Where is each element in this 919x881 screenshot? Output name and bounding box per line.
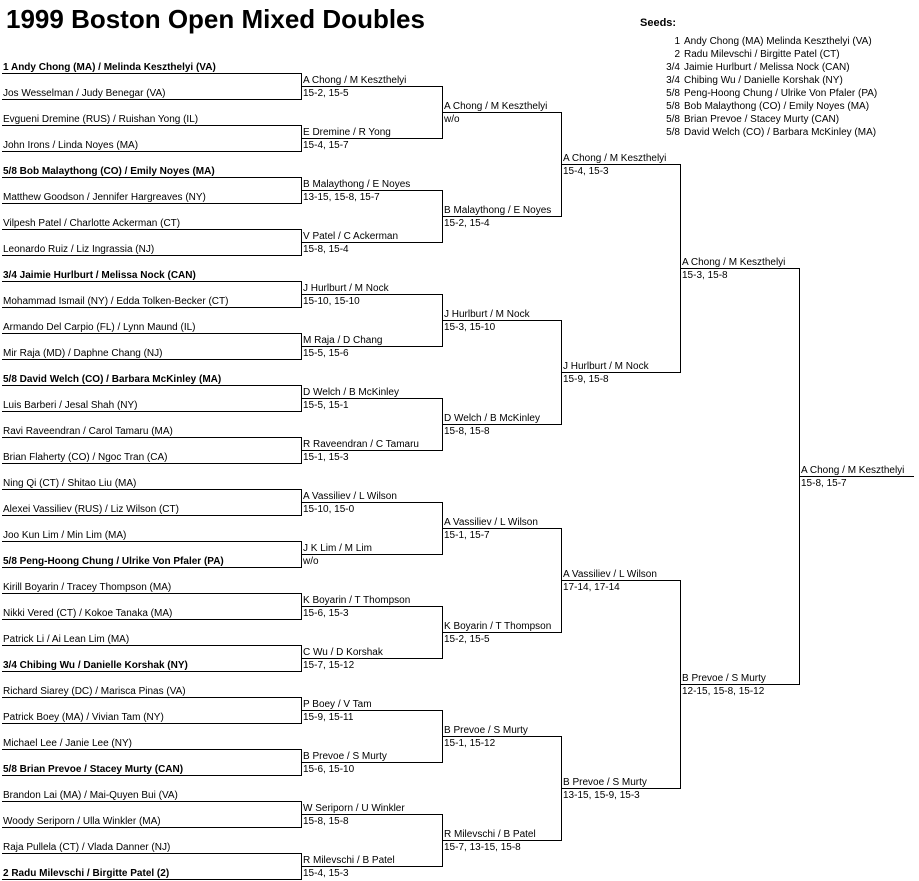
match-score: 15-8, 15-8 bbox=[444, 426, 490, 437]
match-score: 13-15, 15-8, 15-7 bbox=[303, 192, 380, 203]
bracket-line bbox=[2, 723, 301, 724]
bracket-line bbox=[2, 645, 301, 646]
match-winner: B Malaythong / E Noyes bbox=[444, 205, 552, 216]
seed-pair: Jaimie Hurlburt / Melissa Nock (CAN) bbox=[684, 62, 850, 73]
player-name: Brandon Lai (MA) / Mai-Quyen Bui (VA) bbox=[3, 790, 178, 801]
bracket-line bbox=[2, 73, 301, 74]
player-name: Nikki Vered (CT) / Kokoe Tanaka (MA) bbox=[3, 608, 173, 619]
match-score: w/o bbox=[444, 114, 460, 125]
player-name: Michael Lee / Janie Lee (NY) bbox=[3, 738, 132, 749]
player-name: Raja Pullela (CT) / Vlada Danner (NJ) bbox=[3, 842, 171, 853]
match-score: 15-3, 15-10 bbox=[444, 322, 496, 333]
bracket-line bbox=[2, 593, 301, 594]
match-score: 15-3, 15-8 bbox=[682, 270, 728, 281]
match-winner: P Boey / V Tam bbox=[303, 699, 372, 710]
match-score: 15-8, 15-8 bbox=[303, 816, 349, 827]
player-name: Mohammad Ismail (NY) / Edda Tolken-Becker (CT) bbox=[3, 296, 229, 307]
match-winner: A Vassiliev / L Wilson bbox=[563, 569, 657, 580]
player-name: Matthew Goodson / Jennifer Hargreaves (NY) bbox=[3, 192, 206, 203]
match-winner: R Milevschi / B Patel bbox=[303, 855, 395, 866]
bracket-line bbox=[2, 333, 301, 334]
player-name: Alexei Vassiliev (RUS) / Liz Wilson (CT) bbox=[3, 504, 179, 515]
match-winner: B Prevoe / S Murty bbox=[444, 725, 528, 736]
player-name: 5/8 Peng-Hoong Chung / Ulrike Von Pfaler (PA) bbox=[3, 556, 224, 567]
bracket-line bbox=[2, 125, 301, 126]
match-score: 15-10, 15-0 bbox=[303, 504, 355, 515]
match-score: 15-9, 15-11 bbox=[303, 712, 354, 723]
match-score: 15-2, 15-5 bbox=[303, 88, 349, 99]
bracket-line bbox=[2, 671, 301, 672]
seed-pair: Chibing Wu / Danielle Korshak (NY) bbox=[684, 75, 843, 86]
player-name: Ravi Raveendran / Carol Tamaru (MA) bbox=[3, 426, 173, 437]
match-score: 15-8, 15-7 bbox=[801, 478, 847, 489]
match-score: 15-5, 15-6 bbox=[303, 348, 349, 359]
bracket-line bbox=[2, 463, 301, 464]
match-score: 13-15, 15-9, 15-3 bbox=[563, 790, 640, 801]
seed-number: 1 bbox=[674, 36, 680, 47]
player-name: Joo Kun Lim / Min Lim (MA) bbox=[3, 530, 127, 541]
bracket-line bbox=[2, 801, 301, 802]
match-score: w/o bbox=[303, 556, 319, 567]
bracket-line bbox=[2, 541, 301, 542]
match-score: 15-1, 15-12 bbox=[444, 738, 496, 749]
seed-number: 2 bbox=[674, 49, 680, 60]
match-score: 15-7, 13-15, 15-8 bbox=[444, 842, 521, 853]
bracket-line bbox=[2, 749, 301, 750]
player-name: 2 Radu Milevschi / Birgitte Patel (2) bbox=[3, 868, 170, 879]
bracket-line bbox=[2, 853, 301, 854]
match-winner: W Seriporn / U Winkler bbox=[303, 803, 405, 814]
match-score: 15-2, 15-5 bbox=[444, 634, 490, 645]
match-score: 15-7, 15-12 bbox=[303, 660, 355, 671]
match-winner: R Raveendran / C Tamaru bbox=[303, 439, 419, 450]
match-score: 15-8, 15-4 bbox=[303, 244, 349, 255]
player-name: Brian Flaherty (CO) / Ngoc Tran (CA) bbox=[3, 452, 168, 463]
match-winner: K Boyarin / T Thompson bbox=[303, 595, 411, 606]
player-name: John Irons / Linda Noyes (MA) bbox=[3, 140, 139, 151]
bracket-line bbox=[2, 281, 301, 282]
bracket-line bbox=[2, 619, 301, 620]
player-name: Kirill Boyarin / Tracey Thompson (MA) bbox=[3, 582, 172, 593]
player-name: Patrick Boey (MA) / Vivian Tam (NY) bbox=[3, 712, 164, 723]
match-winner: A Chong / M Keszthelyi bbox=[801, 465, 905, 476]
match-score: 15-1, 15-3 bbox=[303, 452, 349, 463]
match-winner: D Welch / B McKinley bbox=[444, 413, 540, 424]
match-score: 15-6, 15-3 bbox=[303, 608, 349, 619]
match-winner: B Prevoe / S Murty bbox=[563, 777, 647, 788]
player-name: 3/4 Jaimie Hurlburt / Melissa Nock (CAN) bbox=[3, 270, 196, 281]
bracket-line bbox=[2, 359, 301, 360]
match-winner: V Patel / C Ackerman bbox=[303, 231, 399, 242]
seed-pair: Radu Milevschi / Birgitte Patel (CT) bbox=[684, 49, 840, 60]
seed-pair: David Welch (CO) / Barbara McKinley (MA) bbox=[684, 127, 877, 138]
match-winner: D Welch / B McKinley bbox=[303, 387, 399, 398]
match-score: 15-1, 15-7 bbox=[444, 530, 490, 541]
player-name: Mir Raja (MD) / Daphne Chang (NJ) bbox=[3, 348, 163, 359]
match-winner: J Hurlburt / M Nock bbox=[563, 361, 649, 372]
match-winner: J K Lim / M Lim bbox=[303, 543, 372, 554]
match-winner: J Hurlburt / M Nock bbox=[444, 309, 530, 320]
bracket-line bbox=[2, 307, 301, 308]
seed-pair: Brian Prevoe / Stacey Murty (CAN) bbox=[684, 114, 840, 125]
match-winner: B Malaythong / E Noyes bbox=[303, 179, 411, 190]
player-name: Luis Barberi / Jesal Shah (NY) bbox=[3, 400, 138, 411]
player-name: Patrick Li / Ai Lean Lim (MA) bbox=[3, 634, 130, 645]
match-score: 15-9, 15-8 bbox=[563, 374, 609, 385]
match-score: 15-10, 15-10 bbox=[303, 296, 360, 307]
seed-pair: Andy Chong (MA) Melinda Keszthelyi (VA) bbox=[684, 36, 872, 47]
page-title: 1999 Boston Open Mixed Doubles bbox=[6, 4, 425, 34]
player-name: 5/8 Brian Prevoe / Stacey Murty (CAN) bbox=[3, 764, 184, 775]
match-winner: J Hurlburt / M Nock bbox=[303, 283, 389, 294]
player-name: Evgueni Dremine (RUS) / Ruishan Yong (IL) bbox=[3, 114, 199, 125]
match-winner: M Raja / D Chang bbox=[303, 335, 383, 346]
bracket-line bbox=[2, 411, 301, 412]
bracket-line bbox=[2, 879, 301, 880]
player-name: Woody Seriporn / Ulla Winkler (MA) bbox=[3, 816, 161, 827]
match-winner: A Chong / M Keszthelyi bbox=[563, 153, 667, 164]
seed-number: 5/8 bbox=[666, 88, 680, 99]
player-name: Richard Siarey (DC) / Marisca Pinas (VA) bbox=[3, 686, 186, 697]
player-name: 3/4 Chibing Wu / Danielle Korshak (NY) bbox=[3, 660, 188, 671]
bracket-line bbox=[2, 567, 301, 568]
bracket-line bbox=[2, 99, 301, 100]
bracket-line bbox=[2, 515, 301, 516]
match-winner: A Chong / M Keszthelyi bbox=[303, 75, 407, 86]
bracket-line bbox=[2, 177, 301, 178]
match-score: 15-2, 15-4 bbox=[444, 218, 490, 229]
bracket-line bbox=[2, 255, 301, 256]
seed-number: 5/8 bbox=[666, 127, 680, 138]
player-name: 1 Andy Chong (MA) / Melinda Keszthelyi (VA) bbox=[3, 62, 216, 73]
match-score: 15-4, 15-7 bbox=[303, 140, 349, 151]
match-winner: R Milevschi / B Patel bbox=[444, 829, 536, 840]
player-name: Leonardo Ruiz / Liz Ingrassia (NJ) bbox=[3, 244, 155, 255]
player-name: Armando Del Carpio (FL) / Lynn Maund (IL) bbox=[3, 322, 196, 333]
bracket-line bbox=[2, 385, 301, 386]
seed-number: 3/4 bbox=[666, 75, 680, 86]
bracket-line bbox=[2, 697, 301, 698]
match-winner: B Prevoe / S Murty bbox=[303, 751, 387, 762]
bracket-line bbox=[2, 437, 301, 438]
player-name: Vilpesh Patel / Charlotte Ackerman (CT) bbox=[3, 218, 181, 229]
bracket-line bbox=[2, 827, 301, 828]
match-score: 15-5, 15-1 bbox=[303, 400, 349, 411]
seed-number: 3/4 bbox=[666, 62, 680, 73]
player-name: Jos Wesselman / Judy Benegar (VA) bbox=[3, 88, 166, 99]
match-score: 15-6, 15-10 bbox=[303, 764, 355, 775]
seed-pair: Peng-Hoong Chung / Ulrike Von Pfaler (PA) bbox=[684, 88, 878, 99]
seed-pair: Bob Malaythong (CO) / Emily Noyes (MA) bbox=[684, 101, 870, 112]
seed-number: 5/8 bbox=[666, 101, 680, 112]
bracket-line bbox=[2, 151, 301, 152]
bracket-line bbox=[2, 489, 301, 490]
match-winner: E Dremine / R Yong bbox=[303, 127, 391, 138]
player-name: 5/8 Bob Malaythong (CO) / Emily Noyes (MA) bbox=[3, 166, 215, 177]
seed-number: 5/8 bbox=[666, 114, 680, 125]
bracket-line bbox=[2, 203, 301, 204]
bracket-line bbox=[2, 229, 301, 230]
match-winner: B Prevoe / S Murty bbox=[682, 673, 766, 684]
match-winner: A Vassiliev / L Wilson bbox=[303, 491, 397, 502]
match-winner: K Boyarin / T Thompson bbox=[444, 621, 552, 632]
bracket-line bbox=[2, 775, 301, 776]
seeds-heading: Seeds: bbox=[640, 17, 677, 29]
match-winner: A Chong / M Keszthelyi bbox=[444, 101, 548, 112]
match-winner: A Chong / M Keszthelyi bbox=[682, 257, 786, 268]
match-score: 12-15, 15-8, 15-12 bbox=[682, 686, 765, 697]
match-score: 15-4, 15-3 bbox=[563, 166, 609, 177]
match-winner: A Vassiliev / L Wilson bbox=[444, 517, 538, 528]
player-name: 5/8 David Welch (CO) / Barbara McKinley (MA) bbox=[3, 374, 222, 385]
player-name: Ning Qi (CT) / Shitao Liu (MA) bbox=[3, 478, 137, 489]
match-score: 17-14, 17-14 bbox=[563, 582, 620, 593]
match-winner: C Wu / D Korshak bbox=[303, 647, 383, 658]
match-score: 15-4, 15-3 bbox=[303, 868, 349, 879]
